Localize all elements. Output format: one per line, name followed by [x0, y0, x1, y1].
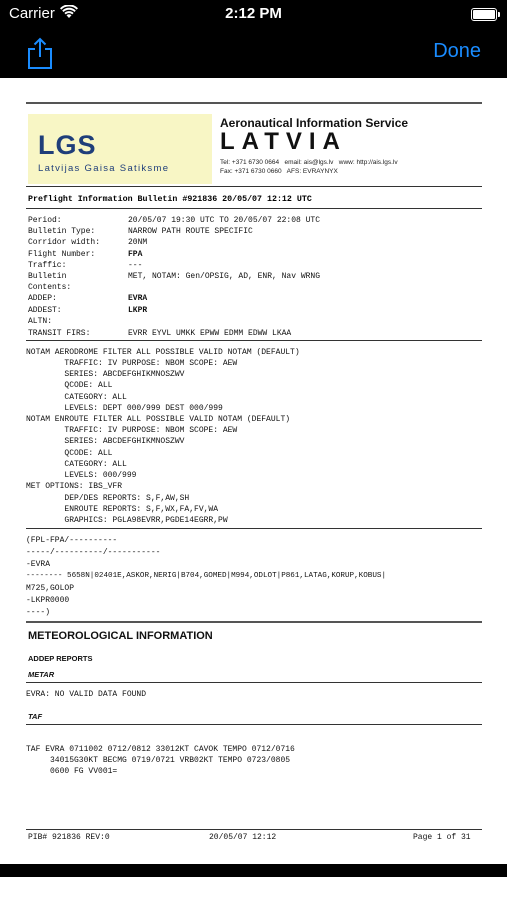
field-value: LKPR [128, 306, 148, 315]
filter-line: NOTAM ENROUTE FILTER ALL POSSIBLE VALID NOTAM (DEFAULT) [26, 415, 291, 424]
logo-subtitle: Latvijas Gaisa Satiksme [38, 163, 170, 174]
field-value: EVRR EYVL UMKK EPWW EDMM EDWW LKAA [128, 329, 292, 338]
home-indicator-area [0, 877, 507, 900]
fpl-line: (FPL-FPA/---------- [26, 536, 118, 545]
field-label: TRANSIT FIRS: [28, 329, 91, 338]
divider [26, 724, 482, 725]
field-label: Period: [28, 216, 62, 225]
field-value: FPA [128, 250, 143, 259]
divider [26, 340, 482, 341]
footer-pib: PIB# 921836 REV:0 [28, 833, 110, 842]
divider [26, 621, 482, 623]
field-value: MET, NOTAM: Gen/OPSIG, AD, ENR, Nav WRNG [128, 272, 321, 281]
logo-text: LGS [38, 130, 97, 160]
footer-timestamp: 20/05/07 12:12 [209, 833, 277, 842]
met-section-title: METEOROLOGICAL INFORMATION [28, 630, 213, 642]
field-value: EVRA [128, 294, 148, 303]
field-label: Bulletin [28, 272, 67, 281]
filter-line: SERIES: ABCDEFGHIKMNOSZWV [26, 370, 185, 379]
filter-line: GRAPHICS: PGLA98EVRR,PGDE14EGRR,PW [26, 516, 228, 525]
done-button[interactable]: Done [433, 40, 481, 62]
field-value: --- [128, 261, 143, 270]
filter-line: TRAFFIC: IV PURPOSE: NBOM SCOPE: AEW [26, 426, 238, 435]
navigation-bar [0, 28, 507, 78]
field-value: 20NM [128, 238, 148, 247]
divider [26, 682, 482, 683]
ais-title: Aeronautical Information Service [220, 116, 409, 130]
addep-reports-heading: ADDEP REPORTS [28, 654, 93, 663]
field-label: ADDEP: [28, 294, 57, 303]
field-label: Bulletin Type: [28, 227, 96, 236]
bulletin-title: Preflight Information Bulletin #921836 20/05/07 12:12 UTC [28, 195, 312, 204]
filter-line: ENROUTE REPORTS: S,F,WX,FA,FV,WA [26, 505, 219, 514]
field-value: 20/05/07 19:30 UTC TO 20/05/07 22:08 UTC [128, 216, 321, 225]
filter-line: QCODE: ALL [26, 449, 113, 458]
field-label: Corridor width: [28, 238, 101, 247]
clock: 2:12 PM [225, 5, 282, 22]
taf-line: TAF EVRA 0711002 0712/0812 33012KT CAVOK TEMPO 0712/0716 [26, 745, 295, 754]
contact-line: Fax: +371 6730 0660 AFS: EVRAYNYX [220, 168, 338, 175]
filter-line: CATEGORY: ALL [26, 460, 127, 469]
taf-line: 0600 FG VV001= [26, 767, 118, 776]
fpl-line: ----) [26, 608, 51, 617]
field-label: Traffic: [28, 261, 67, 270]
field-label: Contents: [28, 283, 72, 292]
filter-line: LEVELS: DEPT 000/999 DEST 000/999 [26, 404, 223, 413]
battery-icon [471, 8, 497, 21]
filter-line: MET OPTIONS: IBS_VFR [26, 482, 123, 491]
taf-heading: TAF [28, 712, 43, 721]
fpl-line: -----/----------/----------- [26, 548, 161, 557]
filter-line: QCODE: ALL [26, 381, 113, 390]
fpl-line: M725,GOLOP [26, 584, 75, 593]
filter-line: CATEGORY: ALL [26, 393, 127, 402]
contact-line: Tel: +371 6730 0664 email: ais@lgs.lv www: http://ais.lgs.lv [220, 159, 398, 166]
field-value: NARROW PATH ROUTE SPECIFIC [128, 227, 253, 236]
filter-line: NOTAM AERODROME FILTER ALL POSSIBLE VALID NOTAM (DEFAULT) [26, 348, 300, 357]
filter-line: TRAFFIC: IV PURPOSE: NBOM SCOPE: AEW [26, 359, 238, 368]
filter-line: SERIES: ABCDEFGHIKMNOSZWV [26, 437, 185, 446]
filter-line: LEVELS: 000/999 [26, 471, 137, 480]
metar-heading: METAR [28, 670, 55, 679]
footer-page-number: Page 1 of 31 [413, 833, 471, 842]
field-label: ALTN: [28, 317, 53, 326]
taf-line: 34015G30KT BECMG 0719/0721 VRB02KT TEMPO 0723/0805 [26, 756, 291, 765]
field-label: Flight Number: [28, 250, 96, 259]
divider [26, 186, 482, 187]
metar-text: EVRA: NO VALID DATA FOUND [26, 690, 147, 699]
divider [26, 829, 482, 830]
ais-country: LATVIA [220, 128, 347, 155]
share-icon[interactable] [26, 36, 54, 70]
filter-line: DEP/DES REPORTS: S,F,AW,SH [26, 494, 190, 503]
fpl-line: -LKPR0000 [26, 596, 70, 605]
divider [26, 102, 482, 104]
fpl-line: -------- 5658N|02401E,ASKOR,NERIG|B704,GOMED|M994,ODLOT|P861,LATAG,KORUP,KOBUS| [26, 572, 387, 580]
carrier-label: Carrier [9, 5, 55, 22]
fpl-line: -EVRA [26, 560, 51, 569]
field-label: ADDEST: [28, 306, 62, 315]
status-bar [0, 0, 507, 28]
divider [26, 208, 482, 209]
document-page [0, 78, 507, 864]
divider [26, 528, 482, 529]
